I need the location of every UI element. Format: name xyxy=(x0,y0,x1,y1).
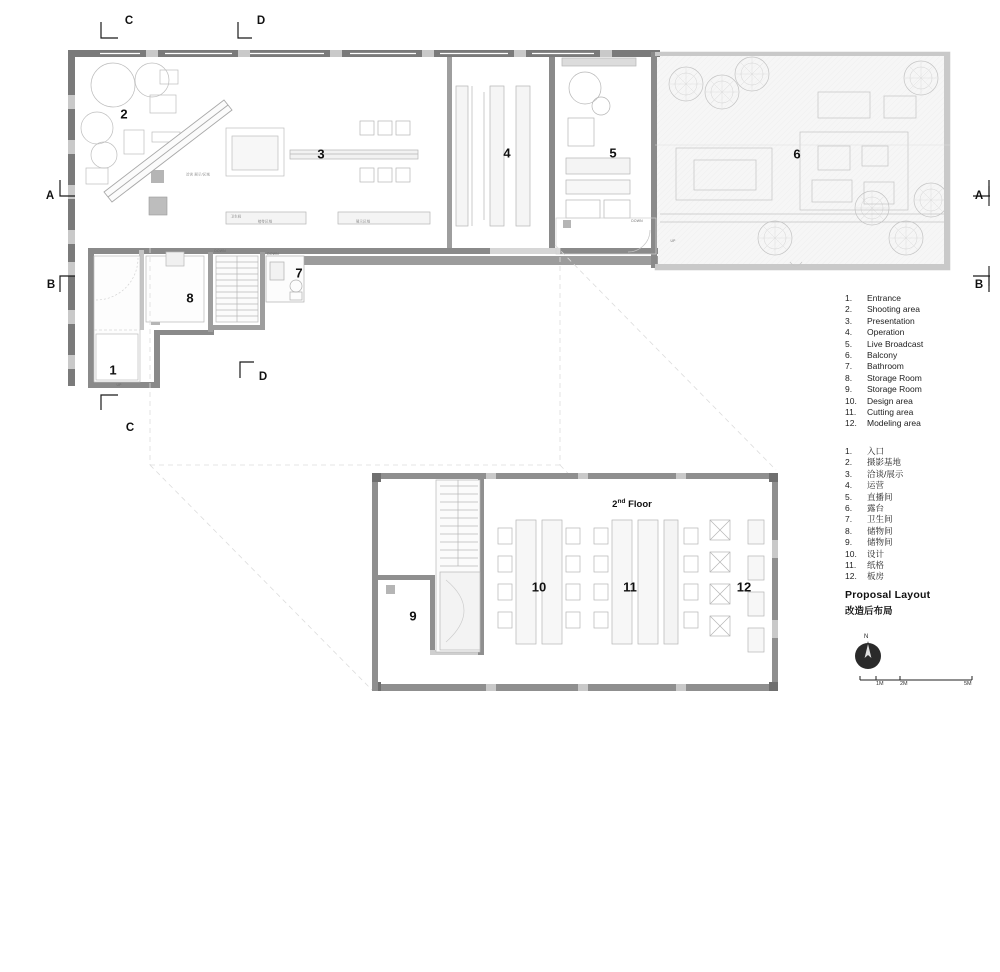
legend-en-item-number: 3. xyxy=(845,315,853,326)
plan-note: UP xyxy=(670,239,676,243)
legend-en-item-number: 4. xyxy=(845,327,853,338)
legend-en-item-label: Storage Room xyxy=(867,384,922,395)
legend-en-item-row xyxy=(845,384,923,395)
room-number-6: 6 xyxy=(793,146,801,162)
legend-cn-item-label: 露台 xyxy=(867,503,885,514)
scale-tick-label: 5M xyxy=(964,681,972,687)
room-number-3: 3 xyxy=(317,146,325,162)
legend-en-item-number: 11. xyxy=(845,407,857,418)
legend-cn-item-row xyxy=(845,469,903,480)
legend-en-item-label: Modeling area xyxy=(867,418,921,429)
room-number-9: 9 xyxy=(409,608,417,624)
legend-cn-item-row xyxy=(845,503,903,514)
plan-note: DOWN xyxy=(267,252,279,256)
grid-letter-d: D xyxy=(256,15,266,27)
legend-cn-item-number: 2. xyxy=(845,457,853,468)
grid-letter-c: C xyxy=(124,15,134,27)
legend-en-item-row xyxy=(845,396,923,407)
grid-letter-a: A xyxy=(974,190,984,202)
legend-en-item-number: 1. xyxy=(845,293,853,303)
room-number-8: 8 xyxy=(186,290,194,306)
legend-cn-item-number: 10. xyxy=(845,548,857,559)
legend-cn-item-number: 4. xyxy=(845,480,853,491)
legend-cn-item-number: 12. xyxy=(845,571,857,582)
legend-cn-item-label: 直播间 xyxy=(867,491,893,502)
plan-note: 展示区域 xyxy=(355,219,371,224)
grid-letter-a: A xyxy=(45,190,55,202)
legend-cn-item-row xyxy=(845,514,903,525)
legend-en-item-row xyxy=(845,418,923,429)
plan-note: 洽谈 展示/区域 xyxy=(186,172,210,177)
scale-tick-label: 1M xyxy=(876,681,884,687)
room-number-5: 5 xyxy=(609,145,617,161)
plan-note: DOWN xyxy=(214,249,226,253)
legend-en-item-label: Cutting area xyxy=(867,407,914,418)
legend-en-item-label: Bathroom xyxy=(867,361,904,372)
legend-cn-item-label: 储物间 xyxy=(867,525,893,536)
legend-en-item-number: 12. xyxy=(845,418,857,429)
room-number-2: 2 xyxy=(120,106,128,122)
legend-cn-item-row xyxy=(845,537,903,548)
legend-en-item-row xyxy=(845,407,923,418)
legend-english xyxy=(845,293,923,430)
legend-en-item-label: Design area xyxy=(867,395,913,406)
room-number-12: 12 xyxy=(736,579,752,595)
legend-cn-item-row xyxy=(845,480,903,491)
legend-en-item-number: 5. xyxy=(845,338,853,349)
drawing-title-cn: 改造后布局 xyxy=(845,606,893,617)
legend-en-item-label: Shooting area xyxy=(867,304,920,315)
legend-en-item-number: 2. xyxy=(845,304,853,315)
second-floor-label: 2nd Floor xyxy=(612,497,652,511)
legend-cn-item-number: 3. xyxy=(845,468,853,479)
legend-cn-item-number: 1. xyxy=(845,446,853,456)
plan-note: 接待区域 xyxy=(257,219,273,224)
legend-en-item-number: 8. xyxy=(845,372,853,383)
north-arrow-graphic xyxy=(855,641,881,669)
scale-bar-graphic xyxy=(860,676,972,680)
room-number-10: 10 xyxy=(531,579,547,595)
legend-chinese xyxy=(845,446,903,583)
legend-cn-item-row xyxy=(845,549,903,560)
room-number-1: 1 xyxy=(109,362,117,378)
legend-en-item-label: Balcony xyxy=(867,350,898,361)
legend-cn-item-row xyxy=(845,457,903,468)
legend-cn-item-row xyxy=(845,492,903,503)
grid-letter-c: C xyxy=(125,422,135,434)
legend-cn-item-label: 入口 xyxy=(867,446,885,456)
legend-en-item-number: 9. xyxy=(845,384,853,395)
plan-note: UP xyxy=(116,383,122,387)
room-number-4: 4 xyxy=(503,145,511,161)
legend-cn-item-number: 5. xyxy=(845,491,853,502)
legend-en-item-label: Entrance xyxy=(867,293,902,303)
grid-letter-b: B xyxy=(46,279,56,291)
legend-en-item-row xyxy=(845,293,923,304)
legend-cn-item-number: 8. xyxy=(845,525,853,536)
legend-en-item-row xyxy=(845,304,923,315)
legend-en-item-row xyxy=(845,361,923,372)
north-label: N xyxy=(864,634,869,640)
legend-cn-item-row xyxy=(845,560,903,571)
legend-cn-item-label: 卫生间 xyxy=(867,514,893,525)
legend-cn-item-number: 7. xyxy=(845,514,853,525)
legend-en-item-label: Live Broadcast xyxy=(867,338,924,349)
legend-cn-item-number: 9. xyxy=(845,537,853,548)
legend-en-item-number: 6. xyxy=(845,350,853,361)
legend-en-item-label: Storage Room xyxy=(867,372,922,383)
drawing-title-en: Proposal Layout xyxy=(845,589,931,601)
legend-cn-item-row xyxy=(845,571,903,582)
grid-letter-b: B xyxy=(974,279,984,291)
title-block xyxy=(845,589,995,617)
legend-cn-item-label: 运营 xyxy=(867,480,885,491)
plan-note: 卫生间 xyxy=(230,214,242,219)
legend-en-item-label: Operation xyxy=(867,327,905,338)
legend-cn-item-label: 摄影基地 xyxy=(867,457,902,468)
legend-en-item-row xyxy=(845,373,923,384)
legend-cn-item-label: 洽谈/展示 xyxy=(867,468,904,479)
legend-cn-item-label: 设计 xyxy=(867,548,885,559)
room-number-7: 7 xyxy=(295,265,303,281)
legend-en-item-number: 10. xyxy=(845,395,857,406)
legend-cn-item-label: 纸格 xyxy=(867,560,885,571)
legend-en-item-label: Presentation xyxy=(867,315,915,326)
scale-tick-label: 2M xyxy=(900,681,908,687)
legend-cn-item-number: 6. xyxy=(845,503,853,514)
legend-en-item-row xyxy=(845,316,923,327)
legend-cn-item-row xyxy=(845,526,903,537)
legend-cn-item-number: 11. xyxy=(845,560,857,571)
room-number-11: 11 xyxy=(623,579,637,595)
legend-cn-item-label: 板房 xyxy=(867,571,885,582)
legend-cn-item-label: 储物间 xyxy=(867,537,893,548)
legend-en-item-number: 7. xyxy=(845,361,853,372)
grid-letter-d: D xyxy=(258,371,268,383)
legend-en-item-row xyxy=(845,350,923,361)
legend-cn-item-row xyxy=(845,446,903,457)
legend-en-item-row xyxy=(845,339,923,350)
legend-en-item-row xyxy=(845,327,923,338)
plan-note: DOWN xyxy=(631,219,643,223)
